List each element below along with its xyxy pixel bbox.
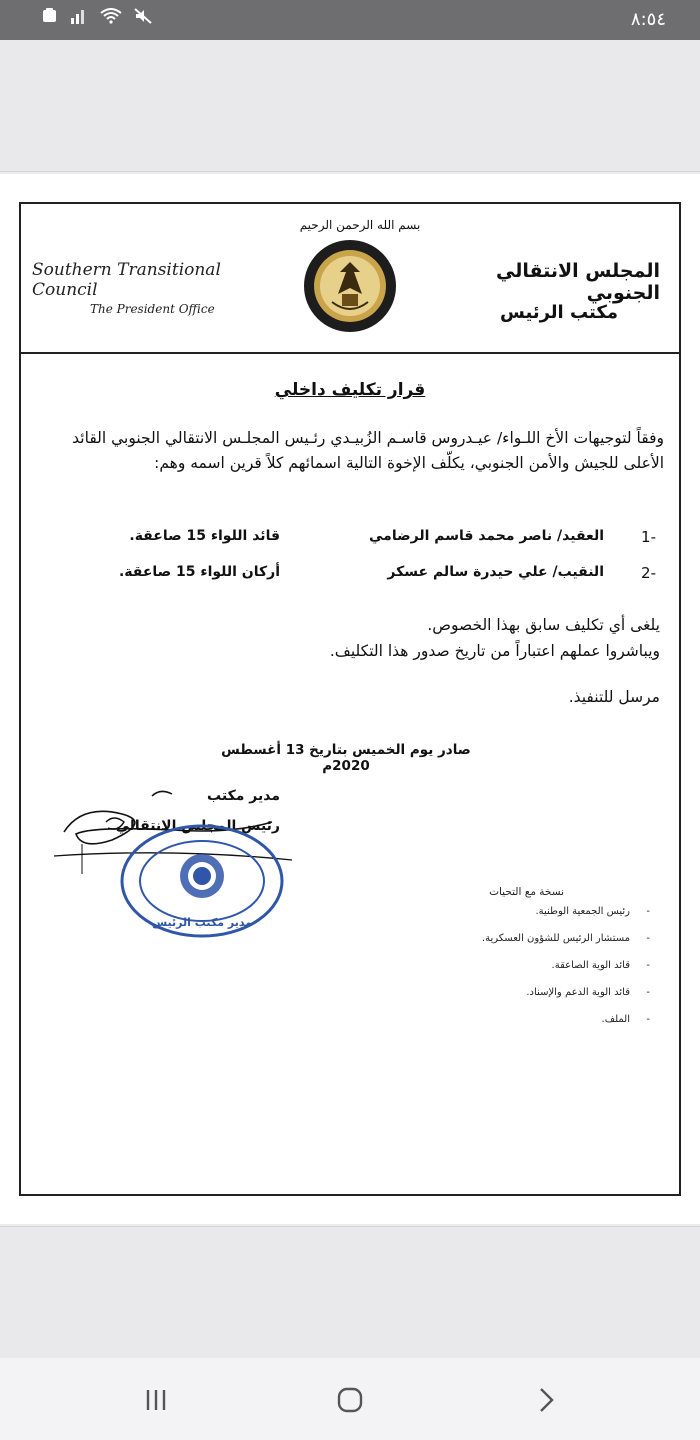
assignment-row xyxy=(46,564,656,590)
home-button[interactable] xyxy=(330,1382,370,1418)
back-button[interactable] xyxy=(526,1382,566,1418)
bottom-gray-area xyxy=(0,1226,700,1358)
closing-line: يلغى أي تكليف سابق بهذا الخصوص. xyxy=(427,616,660,634)
list-item: - قائد الوية الدعم والإسناد. xyxy=(390,987,650,1014)
wifi-icon xyxy=(100,8,122,24)
assignment-number: -2 xyxy=(641,564,656,582)
copy-recipient: قائد الوية الصاعقة. xyxy=(551,960,630,971)
assignment-role: قائد اللواء 15 صاعقة. xyxy=(129,528,280,544)
status-bar xyxy=(0,0,700,40)
issued-date: صادر يوم الخميس بتاريخ 13 أغسطس 2020م xyxy=(221,742,471,774)
header-ar-subtitle: مكتب الرئيس xyxy=(500,302,618,323)
header-en-subtitle: The President Office xyxy=(90,302,215,316)
status-icons xyxy=(42,8,152,24)
dispatch-line: مرسل للتنفيذ. xyxy=(568,688,660,706)
assignment-number: -1 xyxy=(641,528,656,546)
home-icon xyxy=(336,1386,364,1414)
stamp-text: مدير مكتب الرئيس xyxy=(151,916,253,929)
assignment-name: العقيد/ ناصر محمد قاسم الرضامي xyxy=(369,528,604,544)
list-item: - مستشار الرئيس للشؤون العسكرية. xyxy=(390,933,650,960)
closing-line: ويباشروا عملهم اعتباراً من تاريخ صدور هذا التكليف. xyxy=(329,642,660,660)
status-time: ٨:٥٤ xyxy=(630,9,666,30)
signatory-title: مدير مكتب xyxy=(207,788,280,804)
recent-apps-icon xyxy=(143,1387,169,1413)
list-item: - رئيس الجمعية الوطنية. xyxy=(390,906,650,933)
list-item: - قائد الوية الصاعقة. xyxy=(390,960,650,987)
office-stamp-icon xyxy=(118,822,286,940)
chevron-right-icon xyxy=(535,1386,557,1414)
header-divider xyxy=(19,352,681,354)
assignment-role: أركان اللواء 15 صاعقة. xyxy=(118,564,280,580)
list-item: - الملف. xyxy=(390,1014,650,1041)
bismillah: بسم الله الرحمن الرحيم xyxy=(299,218,421,232)
copy-recipient: قائد الوية الدعم والإسناد. xyxy=(526,987,630,998)
assignment-row xyxy=(46,528,656,554)
recent-apps-button[interactable] xyxy=(136,1382,176,1418)
assignment-name: النقيب/ علي حيدرة سالم عسكر xyxy=(387,564,604,580)
document-page xyxy=(0,174,700,1224)
copy-recipient: الملف. xyxy=(601,1014,630,1025)
header-ar-title: المجلس الانتقالي الجنوبي xyxy=(495,260,660,304)
decision-title: قرار تكليف داخلي xyxy=(274,380,426,400)
copy-recipient: مستشار الرئيس للشؤون العسكرية. xyxy=(481,933,630,944)
copies-list xyxy=(390,906,650,1041)
top-gray-area xyxy=(0,40,700,172)
mute-icon xyxy=(134,8,152,24)
signatory-council: رئيس المجلس الانتقالي xyxy=(115,818,280,834)
navigation-bar xyxy=(0,1358,700,1440)
copy-recipient: رئيس الجمعية الوطنية. xyxy=(535,906,630,917)
council-emblem-icon xyxy=(302,238,398,334)
gallery-icon xyxy=(42,8,58,24)
copies-title: نسخة مع التحيات xyxy=(489,886,564,898)
signal-icon xyxy=(70,8,88,24)
header-en-title: Southern Transitional Council xyxy=(32,260,221,300)
intro-paragraph: وفقاً لتوجيهات الأخ اللـواء/ عيـدروس قاسـم الزُبيـدي رئـيس المجلـس الانتقالي الجنوبي القائد الأعلى للجيش والأمن الجنوبي، يكلّف الإخوة التالية اسمائهم كلاً قرين اسمه وهم: xyxy=(72,429,664,472)
